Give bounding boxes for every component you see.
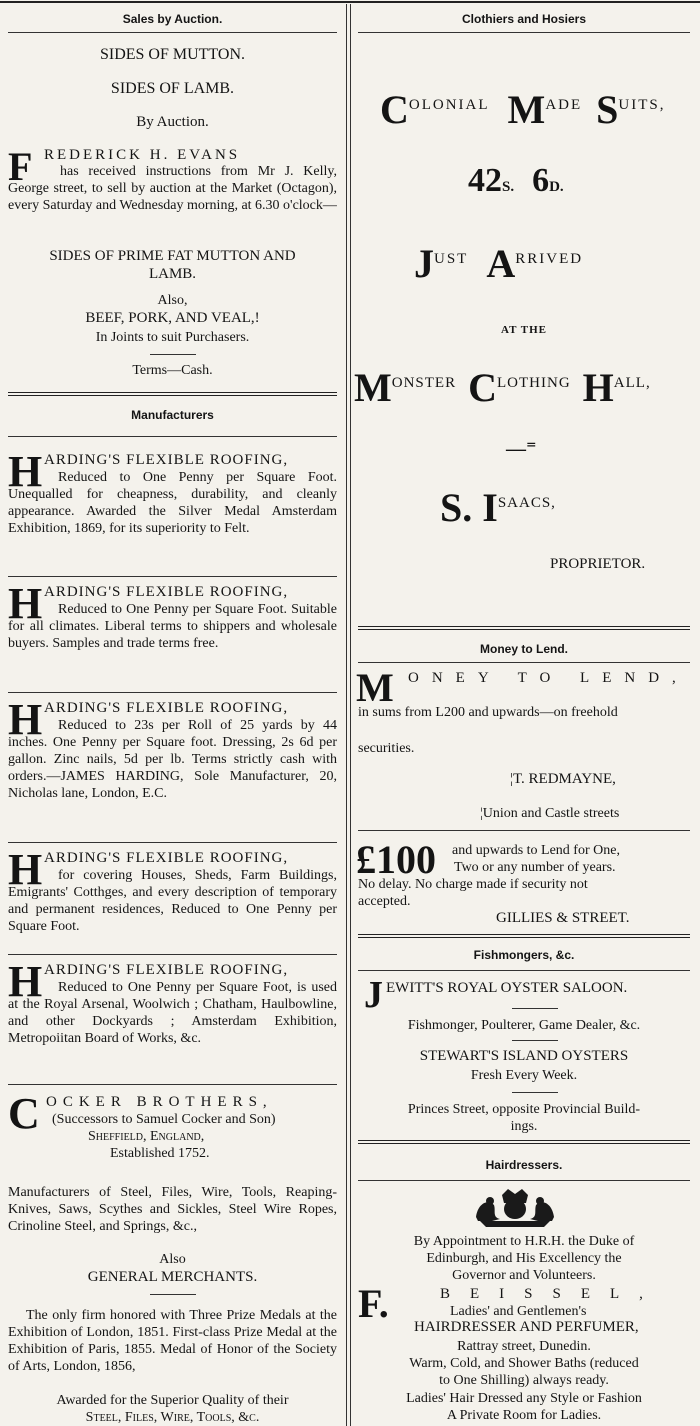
gillies-line-1: and upwards to Lend for One, (452, 843, 620, 858)
rule (358, 32, 690, 33)
top-rule (0, 1, 700, 3)
money-header: Money to Lend. (480, 642, 568, 656)
appointment-2: Edinburgh, and His Excellency the (426, 1251, 622, 1266)
rule (8, 436, 337, 437)
auction-sides-1: SIDES OF PRIME FAT MUTTON AND (49, 248, 296, 264)
jewitt-address-2: ings. (510, 1119, 538, 1134)
at-the: AT THE (500, 324, 548, 336)
auctioneer-name: REDERICK H. EVANS (44, 147, 241, 163)
beissel-address: Rattray street, Dunedin. (457, 1339, 591, 1354)
beissel-name: BEISSEL, (440, 1286, 663, 1302)
cocker-general-merchants: GENERAL MERCHANTS. (87, 1269, 258, 1285)
rule (8, 32, 337, 33)
isaacs-line (440, 485, 556, 530)
isaacs-word: SAACS, (497, 495, 556, 511)
auction-also: Also, (157, 293, 188, 308)
auction-title-lamb: SIDES OF LAMB. (110, 80, 235, 97)
colonial-word: OLONIAL (408, 97, 490, 113)
harding-ad-5-text: Reduced to One Penny per Square Foot, is used at the Royal Arsenal, Woolwich ; Chatham, Haulbowline, and other Dockyards ; Amsterdam Exhibition, Metropoiitan Board of Works, &c. (8, 980, 337, 1046)
beissel-trade: HAIRDRESSER AND PERFUMER, (414, 1319, 639, 1335)
cocker-also: Also (159, 1252, 186, 1267)
hundred-pounds: £100 (356, 837, 436, 882)
money-line-1: in sums from L200 and upwards—on freehold (358, 705, 618, 720)
ornament: —⁼ (506, 438, 537, 460)
auction-header: Sales by Auction. (122, 12, 223, 26)
short-rule (512, 1092, 558, 1093)
redmayne: ¦T. REDMAYNE, (510, 771, 616, 787)
drop-cap-h: H (8, 447, 43, 496)
clothing-word: LOTHING (497, 375, 571, 391)
manufacturers-header: Manufacturers (131, 408, 214, 422)
made-word: ADE (545, 97, 583, 113)
clothiers-header: Clothiers and Hosiers (461, 12, 587, 26)
auction-terms: Terms—Cash. (132, 363, 213, 378)
cocker-awarded: Awarded for the Superior Quality of their (56, 1393, 289, 1408)
rule (8, 692, 337, 693)
harding-ad-1-title: ARDING'S FLEXIBLE ROOFING, (44, 452, 289, 468)
oysters: STEWART'S ISLAND OYSTERS (419, 1048, 629, 1064)
gillies-line-3: No delay. No charge made if security not (358, 877, 588, 892)
rule (8, 842, 337, 843)
rule (358, 662, 690, 663)
big-m: M (507, 87, 546, 132)
colonial-line (380, 87, 666, 132)
harding-ad-3-text: Reduced to 23s per Roll of 25 yards by 44 inches. One Penny per Square foot. Dressing, 2s 6d per gallon. Zinc nails, 5d per lb. Terms strictly cash with orders.—JAMES HARDING, Sole Manufacturer, 20, Nicholas lane, London, E.C. (8, 718, 337, 801)
private-room: A Private Room for Ladies. (446, 1408, 602, 1423)
short-rule (150, 354, 196, 355)
big-c2: C (468, 365, 497, 410)
big-si: S. I (440, 485, 498, 530)
section-rule (358, 1140, 690, 1144)
auction-beef: BEEF, PORK, AND VEAL,! (85, 310, 260, 326)
monster-line (354, 365, 651, 410)
rule (8, 954, 337, 955)
arrived-word: RRIVED (515, 251, 584, 267)
drop-cap-c: C (8, 1089, 40, 1138)
money-title: ONEY TO LEND, (408, 670, 689, 686)
price-pence: 6 (532, 162, 550, 199)
monster-word: ONSTER (391, 375, 457, 391)
section-rule (358, 934, 690, 938)
money-line-2: securities. (358, 741, 415, 756)
jewitt-address-1: Princes Street, opposite Provincial Build- (407, 1102, 641, 1117)
appointment-3: Governor and Volunteers. (452, 1268, 596, 1283)
left-column (0, 4, 345, 1426)
gillies-line-4: accepted. (358, 894, 411, 909)
harding-ad-3-title: ARDING'S FLEXIBLE ROOFING, (44, 700, 289, 716)
fish-header: Fishmongers, &c. (473, 948, 575, 962)
auction-sides-2: LAMB. (148, 266, 197, 282)
cocker-medals: The only firm honored with Three Prize Medals at the Exhibition of London, 1851. First-class Prize Medal at the Exhibition of Paris, 1855. Medal of Honor of the Society of Arts, London, 1856, (8, 1308, 337, 1374)
short-rule (150, 1294, 196, 1295)
rule (358, 1180, 690, 1181)
drop-cap-f: F. (358, 1281, 389, 1326)
appointment-1: By Appointment to H.R.H. the Duke of (413, 1234, 635, 1249)
cocker-place: Sheffield, England, (88, 1129, 205, 1144)
harding-ad-4-text: for covering Houses, Sheds, Farm Buildings, Emigrants' Cotthges, and every description of temporary and permanent residences, Reduced to One Penny per Square Foot. (8, 868, 337, 934)
drop-cap-f: F (8, 144, 33, 189)
big-a: A (486, 241, 516, 286)
auction-title-mutton: SIDES OF MUTTON. (99, 46, 246, 63)
price-d-label: D. (549, 179, 564, 195)
cocker-established: Established 1752. (110, 1146, 210, 1161)
right-column (350, 4, 698, 1426)
harding-ad-1-text: Reduced to One Penny per Square Foot. Unequalled for cheapness, durability, and cleanly appearance. Awarded the Silver Medal Amsterdam Exhibition, 1869, for its superiority to Felt. (8, 470, 337, 536)
drop-cap-h: H (8, 695, 43, 744)
big-j: J (414, 241, 434, 286)
cocker-successors: (Successors to Samuel Cocker and Son) (52, 1112, 276, 1127)
baths-2: to One Shilling) always ready. (439, 1373, 609, 1388)
baths-1: Warm, Cold, and Shower Baths (reduced (409, 1356, 639, 1371)
gillies-line-2: Two or any number of years. (454, 860, 616, 875)
rule (358, 970, 690, 971)
harding-ad-2-title: ARDING'S FLEXIBLE ROOFING, (44, 584, 289, 600)
jewitt-title: EWITT'S ROYAL OYSTER SALOON. (386, 980, 628, 996)
just-word: UST (434, 251, 469, 267)
beissel-ladies: Ladies' and Gentlemen's (450, 1304, 587, 1319)
just-arrived-line (414, 241, 584, 286)
drop-cap-m: M (356, 665, 394, 710)
royal-crest-icon (472, 1187, 558, 1229)
big-h: H (582, 365, 614, 410)
suits-word: UITS, (618, 97, 666, 113)
cocker-name: OCKER BROTHERS, (46, 1094, 273, 1110)
auction-text: has received instructions from Mr J. Kelly, George street, to sell by auction at the Market (Octagon), every Saturday and Wednesday morning, at 6.30 o'clock— (8, 164, 337, 213)
price (468, 162, 564, 200)
drop-cap-h: H (8, 579, 43, 628)
drop-cap-j: J (364, 974, 383, 1016)
proprietor: PROPRIETOR. (550, 556, 646, 572)
auction-joints: In Joints to suit Purchasers. (95, 330, 250, 345)
price-s-label: S. (502, 179, 515, 195)
section-rule (358, 626, 690, 630)
price-shillings: 42 (468, 162, 502, 199)
drop-cap-h: H (8, 957, 43, 1006)
hair-header: Hairdressers. (485, 1158, 563, 1172)
harding-ad-4-title: ARDING'S FLEXIBLE ROOFING, (44, 850, 289, 866)
short-rule (512, 1008, 558, 1009)
cocker-products: Steel, Files, Wire, Tools, &c. (85, 1410, 260, 1425)
ladies-hair: Ladies' Hair Dressed any Style or Fashion (406, 1391, 642, 1406)
jewitt-trades: Fishmonger, Poulterer, Game Dealer, &c. (407, 1018, 641, 1033)
oysters-fresh: Fresh Every Week. (470, 1068, 578, 1083)
harding-ad-5-title: ARDING'S FLEXIBLE ROOFING, (44, 962, 289, 978)
gillies-firm: GILLIES & STREET. (496, 910, 630, 926)
cocker-goods: Manufacturers of Steel, Files, Wire, Tools, Reaping-Knives, Saws, Scythes and Sickles, Steel Wire Ropes, Crinoline Steel, and Springs, &c., (8, 1185, 337, 1234)
section-rule (8, 392, 337, 396)
big-m2: M (354, 365, 392, 410)
auction-by: By Auction. (136, 114, 209, 130)
redmayne-address: ¦Union and Castle streets (480, 806, 620, 821)
rule (358, 830, 690, 831)
short-rule (512, 1040, 558, 1041)
hall-word: ALL, (613, 375, 651, 391)
harding-ad-2-text: Reduced to One Penny per Square Foot. Suitable for all climates. Liberal terms to shippers and wholesale buyers. Samples and trade terms free. (8, 602, 337, 651)
big-c: C (380, 87, 409, 132)
drop-cap-h: H (8, 845, 43, 894)
big-s: S (596, 87, 619, 132)
rule (8, 576, 337, 577)
rule (8, 1084, 337, 1085)
